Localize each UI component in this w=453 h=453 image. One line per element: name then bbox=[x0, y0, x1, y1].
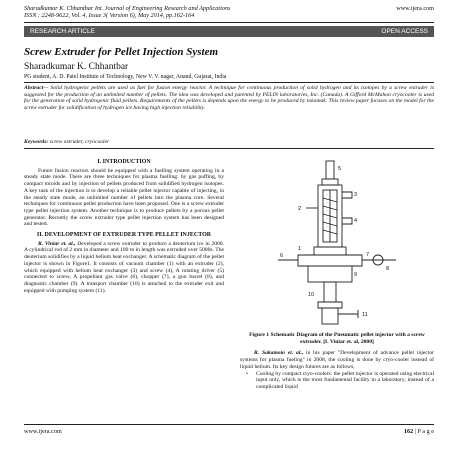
figure-label-9: 9 bbox=[354, 272, 358, 278]
header-site-link[interactable]: www.ijera.com bbox=[396, 5, 434, 12]
keywords-label: Keywords: bbox=[24, 139, 49, 145]
banner-research-article: RESEARCH ARTICLE bbox=[30, 28, 95, 35]
page-number-value: 162 bbox=[403, 428, 414, 435]
sakamoto-text: in his paper "Development of advance pellet injector systems for plasma fueling" in 2008, the cooling is done by cryo-cooler instead of liquid helium. Its key design futures are as follows, bbox=[240, 350, 434, 370]
right-column bbox=[240, 158, 434, 391]
left-column bbox=[24, 158, 224, 294]
sakamoto-author-ref: R. Sakamoto et. al., bbox=[254, 350, 304, 357]
figure-label-2: 2 bbox=[298, 206, 302, 212]
abstract-top-rule bbox=[24, 82, 434, 83]
figure-label-8: 8 bbox=[386, 266, 390, 272]
figure-label-7: 7 bbox=[366, 252, 370, 258]
sakamoto-paragraph bbox=[240, 350, 434, 370]
page-footer bbox=[24, 427, 434, 437]
paper-affiliation: PG student, A. D. Patel Institute of Technology, New V. V. nagar, Anand, Gujarat, India bbox=[24, 74, 227, 80]
figure-1-caption: Figure 1 Schematic Diagram of the Pneumatic pellet injector with a screw extruder. [I. Viniar et. al, 2000] bbox=[249, 332, 425, 345]
list-item bbox=[240, 371, 434, 391]
figure-label-4: 4 bbox=[354, 218, 358, 224]
keywords bbox=[24, 139, 109, 145]
development-author-ref: R. Viniar et. al., bbox=[38, 240, 76, 247]
section-heading-development: II. DEVELOPMENT OF EXTRUDER TYPE PELLET INJECTOR bbox=[36, 232, 212, 239]
figure-label-5: 5 bbox=[338, 166, 342, 172]
figure-label-3: 3 bbox=[354, 192, 358, 198]
development-text: Developed a screw extruder to produce a deuterium ice in 2000. A cylindrical rod of 2 mm in diameter and 100 m in length was extruded over 5000s. The deuterium solidifies by a liquid helium heat exchanger. A schematic diagram of the pellet injector is shown in Figure1. It consists of vacuum chamber (1) with an extruder (2), which equipped with helium heat exchanger (3) and screw (4), A rotating driver (5) connected to screw, A propellant gas valve (6), chopper (7), a gun barrel (8), and diagnostic chamber (9). A transport chamber (10) is attached to the extruder exit and equipped with pumping system (11). bbox=[24, 240, 224, 294]
page-number: 162 | P a g e bbox=[403, 428, 434, 435]
introduction-paragraph: Future fusion reactors should be equipped with a fuelling system operating in a steady state mode. There are three techniques for plasma fuelling: by gas puffing, by compact toroids and by injection of pellets produced from solidified hydrogen isotopes. A key task of the injection is to develop a reliable pellet injector capable of injecting, in the steady state mode, an unlimited number of pellets into the plasma core. Several techniques for continuous pellet production have been proposed. One is a screw extruder type pellet injection system. Another technique is to produce pellets by a porous pellet generator. Recently the screw extruder type pellet injection system has been designed and tested. bbox=[24, 167, 224, 228]
banner-open-access: OPEN ACCESS bbox=[381, 28, 428, 35]
abstract bbox=[24, 85, 434, 111]
figure-label-11: 11 bbox=[362, 312, 368, 318]
journal-header bbox=[24, 5, 434, 20]
figure-label-1: 1 bbox=[298, 246, 302, 252]
page-word: P a g e bbox=[417, 428, 434, 435]
bullet-icon: • bbox=[246, 370, 248, 377]
article-banner bbox=[24, 26, 434, 37]
paper-author: Sharadkumar K. Chhantbar bbox=[24, 62, 129, 72]
figure-1 bbox=[240, 158, 434, 331]
footer-rule bbox=[24, 424, 434, 425]
keywords-text: screw extruder, cryocooler bbox=[49, 139, 110, 145]
bullet-text: Cooling by compact cryo-coolers: the pellet injector is operated using electrical input only, which is the most fundamental facility in a laboratory, instead of a complicated liquid bbox=[256, 370, 435, 390]
pellet-injector-schematic bbox=[278, 158, 398, 328]
header-rule bbox=[24, 22, 434, 23]
footer-site-link[interactable]: www.ijera.com bbox=[24, 428, 62, 435]
abstract-text: — Solid hydrogenic pellets are used as fuel for fusion energy reactor. A technique for continuous production of solid hydrogen and its isotopes by a screw extruder is suggested for the production of an unlimited number of pellets. The idea was developed and patented by PELIN laboratories, Inc. (Canada). A Gifford McMahon cryocooler is used for the generation of solid hydrogenic fluid pellets. Requirements of the pellets is depends upon the energy to be produced by tokamak. This review paper focuses on the model for the screw extruder for solidification of hydrogen ice having high injection reliability. bbox=[24, 85, 434, 111]
figure-label-10: 10 bbox=[308, 292, 315, 298]
journal-citation: Sharadkumar K. Chhantbar Int. Journal of Engineering Research and Applications bbox=[24, 5, 231, 12]
abstract-bottom-rule bbox=[24, 148, 434, 149]
figure-label-6: 6 bbox=[280, 253, 284, 259]
paper-title: Screw Extruder for Pellet Injection System bbox=[24, 46, 219, 58]
abstract-label: Abstract bbox=[24, 85, 44, 91]
journal-issn: ISSN : 2248-9622, Vol. 4, Issue 3( Version 6), May 2014, pp.162-164 bbox=[24, 12, 195, 20]
section-heading-introduction: I. INTRODUCTION bbox=[97, 159, 151, 165]
development-paragraph bbox=[24, 241, 224, 295]
